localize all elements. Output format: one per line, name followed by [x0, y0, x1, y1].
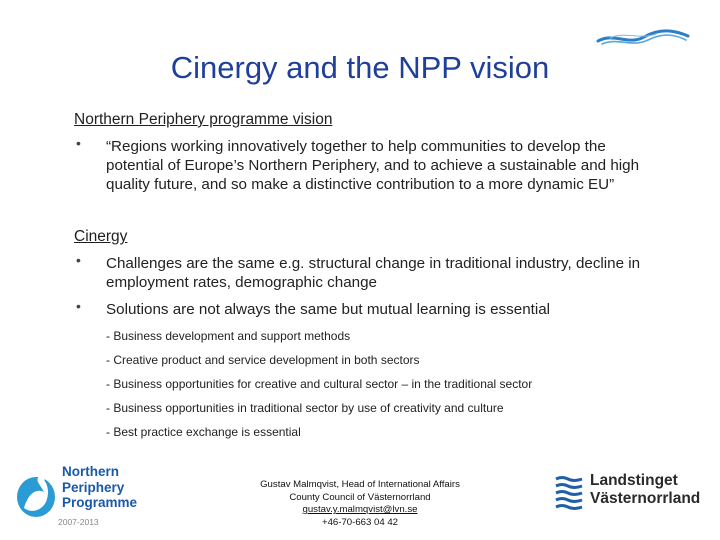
footer-contact [200, 479, 520, 529]
footer-org: County Council of Västernorrland [289, 491, 431, 503]
sub-item: - Business opportunities in traditional sector by use of creativity and culture [106, 401, 504, 415]
bullet-icon: • [76, 298, 81, 314]
footer-name: Gustav Malmqvist, Head of International Affairs [260, 479, 460, 490]
sub-item: - Business opportunities for creative and cultural sector – in the traditional sector [106, 377, 533, 391]
npp-emblem-icon [14, 470, 60, 520]
wave-decoration-icon [596, 28, 690, 48]
npp-logo-line: Periphery [62, 479, 125, 495]
sub-item: - Best practice exchange is essential [106, 425, 301, 439]
bullet-icon: • [76, 252, 81, 268]
bullet-challenges: Challenges are the same e.g. structural change in traditional industry, decline in employment rates, demographic change [106, 255, 641, 291]
footer-phone: +46-70-663 04 42 [321, 516, 398, 528]
npp-logo-text [62, 464, 137, 511]
bullet-solutions: Solutions are not always the same but mutual learning is essential [106, 301, 551, 318]
sub-item: - Business development and support methods [106, 329, 351, 343]
landstinget-logo-text [590, 472, 700, 508]
section-heading-cinergy: Cinergy [74, 228, 128, 245]
section-heading-npp-vision: Northern Periphery programme vision [74, 111, 333, 128]
npp-logo [10, 464, 160, 530]
landstinget-logo-line: Västernorrland [590, 490, 701, 507]
vision-quote: “Regions working innovatively together to help communities to develop the potential of Europe’s Northern Periphery, and to achieve a sustainable and high quality future, and so make a distinctive contribution to a more dynamic EU” [106, 138, 640, 193]
sub-item: - Creative product and service development in both sectors [106, 353, 420, 367]
landstinget-mark-icon [554, 474, 584, 510]
slide-title: Cinergy and the NPP vision [170, 50, 550, 85]
landstinget-logo [554, 472, 700, 516]
npp-years: 2007-2013 [58, 517, 99, 527]
footer-email-link[interactable]: gustav.y.malmqvist@lvn.se [302, 504, 418, 516]
npp-logo-line: Northern [62, 464, 119, 479]
bullet-icon: • [76, 135, 81, 151]
landstinget-logo-line: Landstinget [590, 472, 678, 489]
npp-logo-line: Programme [62, 495, 138, 510]
